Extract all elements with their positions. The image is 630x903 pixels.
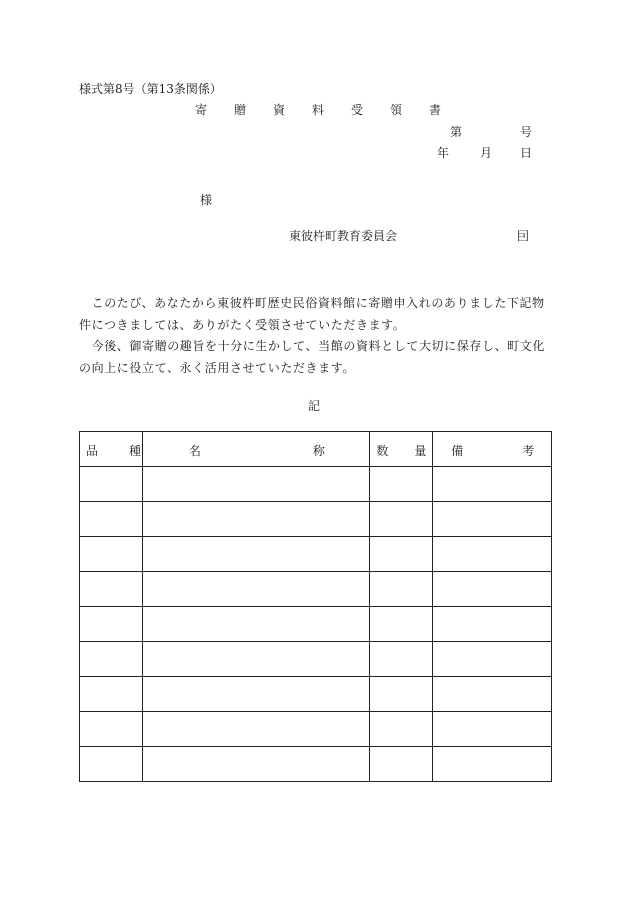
header-biko — [433, 432, 552, 467]
header-char: 備 — [451, 444, 464, 458]
header-char: 品 — [86, 444, 99, 458]
cell-suryo — [370, 712, 433, 747]
table-row — [80, 607, 552, 642]
title-char: 受 — [351, 103, 364, 117]
cell-suryo — [370, 607, 433, 642]
cell-hinshu — [80, 537, 143, 572]
cell-biko — [433, 607, 552, 642]
form-number: 様式第8号（第13条関係） — [79, 82, 222, 96]
title-char: 料 — [312, 103, 325, 117]
table-row — [80, 467, 552, 502]
ki-label: 記 — [308, 399, 321, 413]
number-dai: 第 — [450, 125, 463, 139]
cell-hinshu — [80, 572, 143, 607]
cell-hinshu — [80, 712, 143, 747]
cell-meisho — [142, 677, 370, 712]
cell-biko — [433, 537, 552, 572]
title-char: 資 — [273, 103, 286, 117]
cell-meisho — [142, 467, 370, 502]
table-row — [80, 502, 552, 537]
cell-biko — [433, 572, 552, 607]
cell-suryo — [370, 467, 433, 502]
issuer-name: 東彼杵町教育委員会 — [289, 229, 398, 243]
table-row — [80, 572, 552, 607]
paragraph: このたび、あなたから東彼杵町歴史民俗資料館に寄贈申入れのありました下記物件につきましては、ありがたく受領させていただきます。 — [79, 296, 545, 332]
header-hinshu — [80, 432, 143, 467]
table-row — [80, 642, 552, 677]
date-day: 日 — [520, 146, 533, 160]
header-char: 考 — [522, 444, 535, 458]
header-char: 名 — [188, 444, 201, 458]
cell-biko — [433, 642, 552, 677]
cell-meisho — [142, 712, 370, 747]
cell-suryo — [370, 572, 433, 607]
cell-meisho — [142, 747, 370, 782]
table-row — [80, 537, 552, 572]
title-char: 寄 — [195, 103, 208, 117]
header-char: 称 — [312, 444, 325, 458]
table-header-row — [80, 432, 552, 467]
title-char: 領 — [390, 103, 403, 117]
paragraph: 今後、御寄贈の趣旨を十分に生かして、当館の資料として大切に保存し、町文化の向上に役立て、永く活用させていただきます。 — [79, 339, 545, 375]
cell-biko — [433, 712, 552, 747]
date-year: 年 — [437, 146, 450, 160]
cell-meisho — [142, 607, 370, 642]
number-go: 号 — [520, 125, 533, 139]
cell-hinshu — [80, 642, 143, 677]
cell-hinshu — [80, 677, 143, 712]
header-char: 数 — [376, 444, 389, 458]
date-month: 月 — [480, 146, 493, 160]
header-suryo — [370, 432, 433, 467]
cell-suryo — [370, 502, 433, 537]
cell-suryo — [370, 677, 433, 712]
title-char: 書 — [429, 103, 442, 117]
cell-meisho — [142, 537, 370, 572]
seal-mark: 囙 — [517, 229, 530, 243]
header-char: 量 — [414, 444, 427, 458]
header-char: 種 — [129, 444, 142, 458]
cell-suryo — [370, 642, 433, 677]
table-row — [80, 747, 552, 782]
cell-biko — [433, 677, 552, 712]
cell-meisho — [142, 572, 370, 607]
cell-hinshu — [80, 607, 143, 642]
cell-biko — [433, 747, 552, 782]
cell-hinshu — [80, 747, 143, 782]
cell-hinshu — [80, 502, 143, 537]
table-row — [80, 677, 552, 712]
table-row — [80, 712, 552, 747]
cell-biko — [433, 467, 552, 502]
cell-biko — [433, 502, 552, 537]
document-title — [195, 103, 468, 117]
cell-meisho — [142, 642, 370, 677]
cell-hinshu — [80, 467, 143, 502]
title-char: 贈 — [234, 103, 247, 117]
header-meisho — [142, 432, 370, 467]
cell-suryo — [370, 747, 433, 782]
addressee-suffix: 様 — [200, 193, 213, 207]
cell-suryo — [370, 537, 433, 572]
cell-meisho — [142, 502, 370, 537]
body-text — [79, 293, 554, 379]
items-table — [79, 431, 552, 782]
